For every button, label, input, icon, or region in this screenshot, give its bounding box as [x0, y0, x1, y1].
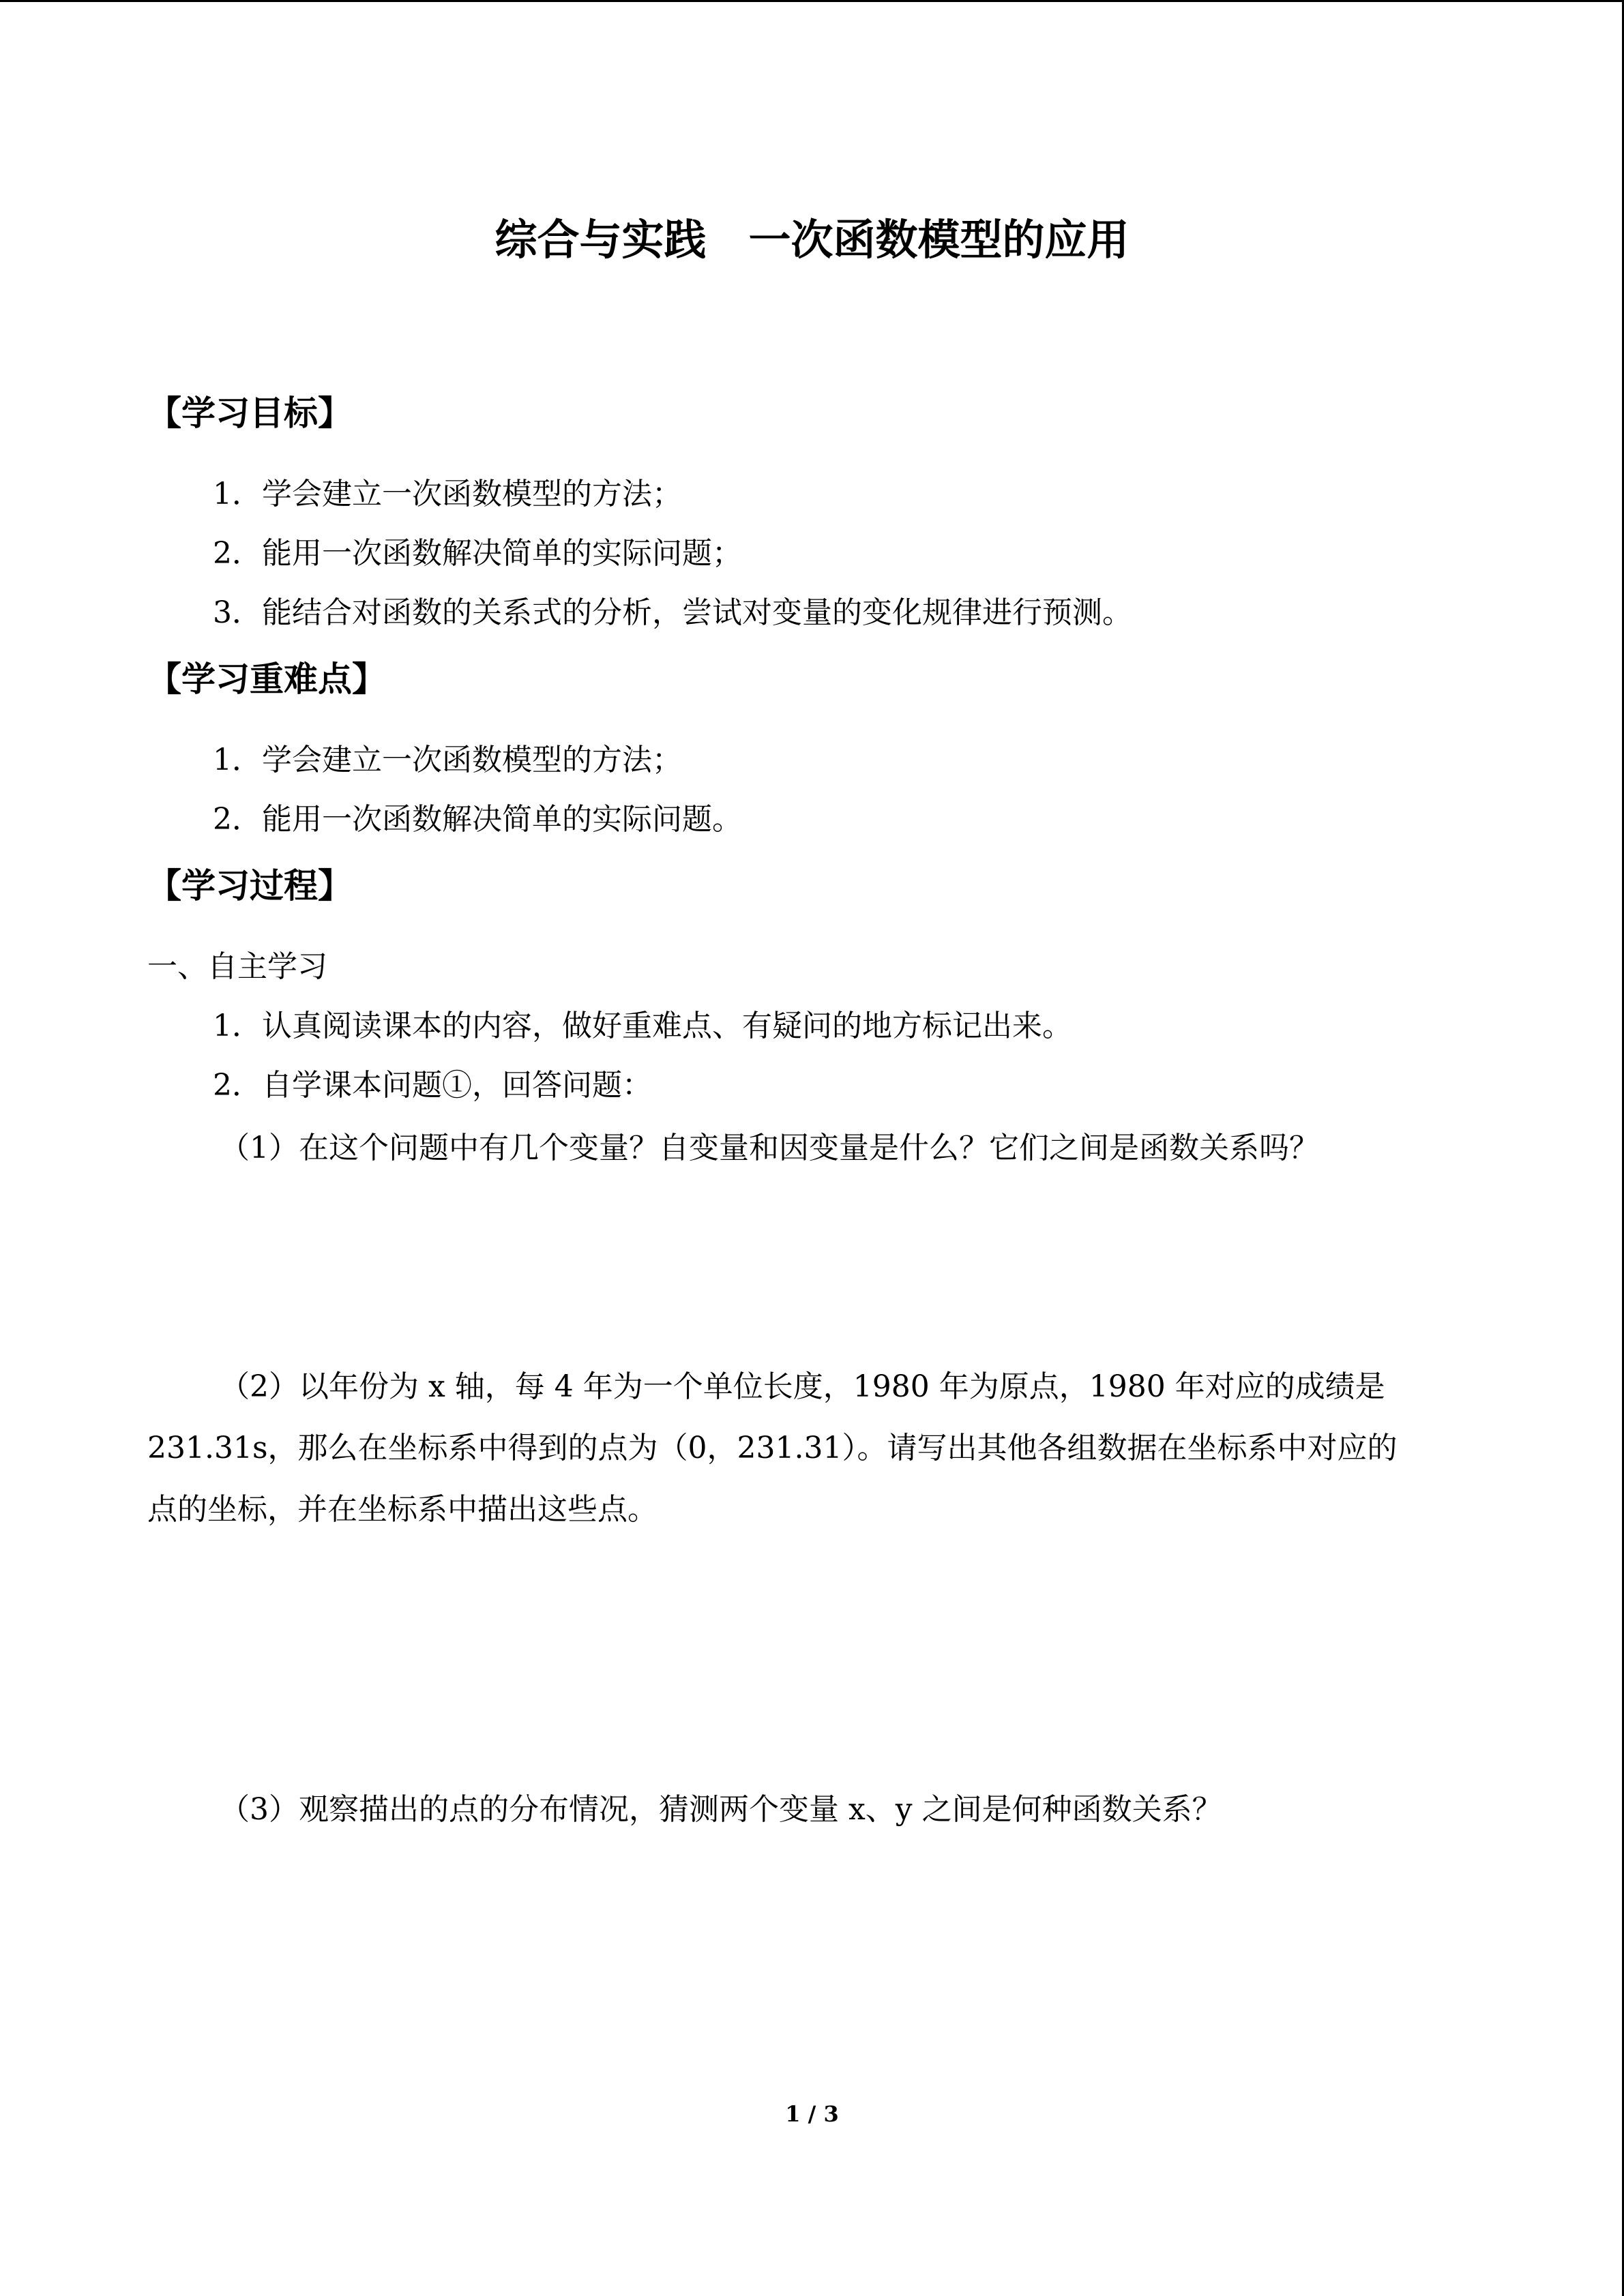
document-title: 综合与实践 一次函数模型的应用	[494, 215, 1130, 265]
key-point-item-2: 2．能用一次函数解决简单的实际问题。	[213, 802, 742, 837]
question-2-line-3: 点的坐标，并在坐标系中描出这些点。	[147, 1492, 658, 1527]
heading-key-points: 【学习重难点】	[147, 659, 386, 699]
section-self-study: 一、自主学习	[147, 949, 327, 984]
page-number: 1 / 3	[785, 2101, 839, 2127]
objective-item-3: 3．能结合对函数的关系式的分析，尝试对变量的变化规律进行预测。	[213, 595, 1132, 630]
heading-learning-process: 【学习过程】	[147, 866, 352, 906]
process-item-1: 1．认真阅读课本的内容，做好重难点、有疑问的地方标记出来。	[213, 1009, 1072, 1043]
question-2-line-1: （2）以年份为 x 轴，每 4 年为一个单位长度，1980 年为原点，1980 年对应的成绩是	[220, 1369, 1385, 1404]
question-1: （1）在这个问题中有几个变量？自变量和因变量是什么？它们之间是函数关系吗？	[220, 1131, 1319, 1165]
question-2-line-2: 231.31s，那么在坐标系中得到的点为（0，231.31）。请写出其他各组数据在坐标系中对应的	[147, 1431, 1398, 1465]
objective-item-2: 2．能用一次函数解决简单的实际问题；	[213, 536, 742, 571]
process-item-2: 2．自学课本问题①，回答问题：	[213, 1068, 652, 1103]
heading-learning-objectives: 【学习目标】	[147, 393, 352, 433]
key-point-item-1: 1．学会建立一次函数模型的方法；	[213, 743, 682, 777]
objective-item-1: 1．学会建立一次函数模型的方法；	[213, 477, 682, 511]
question-3: （3）观察描出的点的分布情况，猜测两个变量 x、y 之间是何种函数关系？	[220, 1792, 1222, 1827]
